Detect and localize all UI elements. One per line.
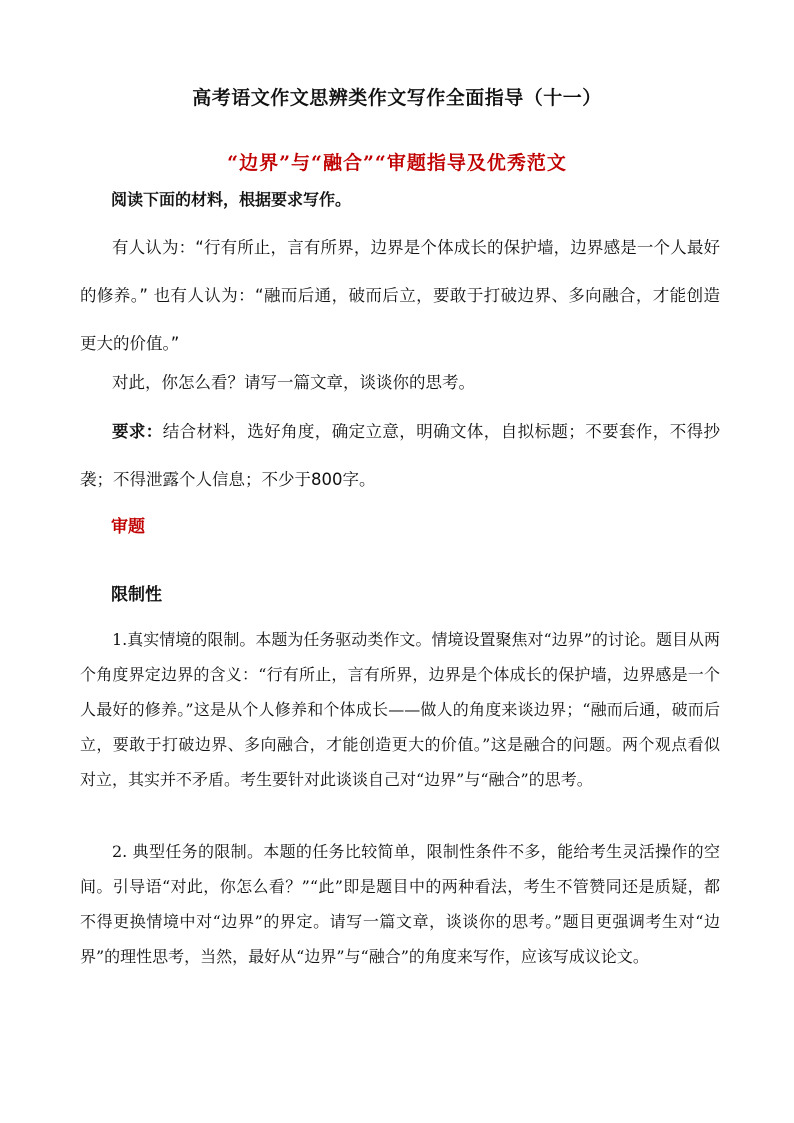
requirement-text: 结合材料，选好角度，确定立意，明确文体，自拟标题；不要套作，不得抄袭；不得泄露个人信息；不少于800字。 — [80, 422, 721, 489]
sub-heading: 限制性 — [111, 585, 162, 605]
question-paragraph: 对此，你怎么看？请写一篇文章，谈谈你的思考。 — [112, 373, 475, 392]
requirement-paragraph — [80, 408, 720, 504]
document-subtitle: “边界”与“融合”“审题指导及优秀范文 — [227, 152, 567, 174]
section-heading: 审题 — [111, 517, 145, 537]
document-title: 高考语文作文思辨类作文写作全面指导（十一） — [192, 87, 602, 109]
material-paragraph: 有人认为：“行有所止，言有所界，边界是个体成长的保护墙，边界感是一个人最好的修养。” 也有人认为：“融而后通，破而后立，要敢于打破边界、多向融合，才能创造更大的价值。” — [80, 238, 720, 353]
analysis-point-2: 2. 典型任务的限制。本题的任务比较简单，限制性条件不多，能给考生灵活操作的空间。引导语“对此，你怎么看？”“此”即是题目中的两种看法，考生不管赞同还是质疑，都不得更换情境中对“边界”的界定。请写一篇文章，谈谈你的思考。”题目更强调考生对“边界”的理性思考，当然，最好从“边界”与“融合”的角度来写作，应该写成议论文。 — [80, 842, 720, 966]
instruction-text: 阅读下面的材料，根据要求写作。 — [111, 190, 352, 209]
analysis-point-1: 1.真实情境的限制。本题为任务驱动类作文。情境设置聚焦对“边界”的讨论。题目从两个角度界定边界的含义：“行有所止，言有所界，边界是个体成长的保护墙，边界感是一个人最好的修养。”这是从个人修养和个体成长——做人的角度来谈边界；“融而后通，破而后立，要敢于打破边界、多向融合，才能创造更大的价值。”这是融合的问题。两个观点看似对立，其实并不矛盾。考生要针对此谈谈自己对“边界”与“融合”的思考。 — [80, 630, 720, 789]
requirement-label: 要求： — [112, 422, 163, 441]
